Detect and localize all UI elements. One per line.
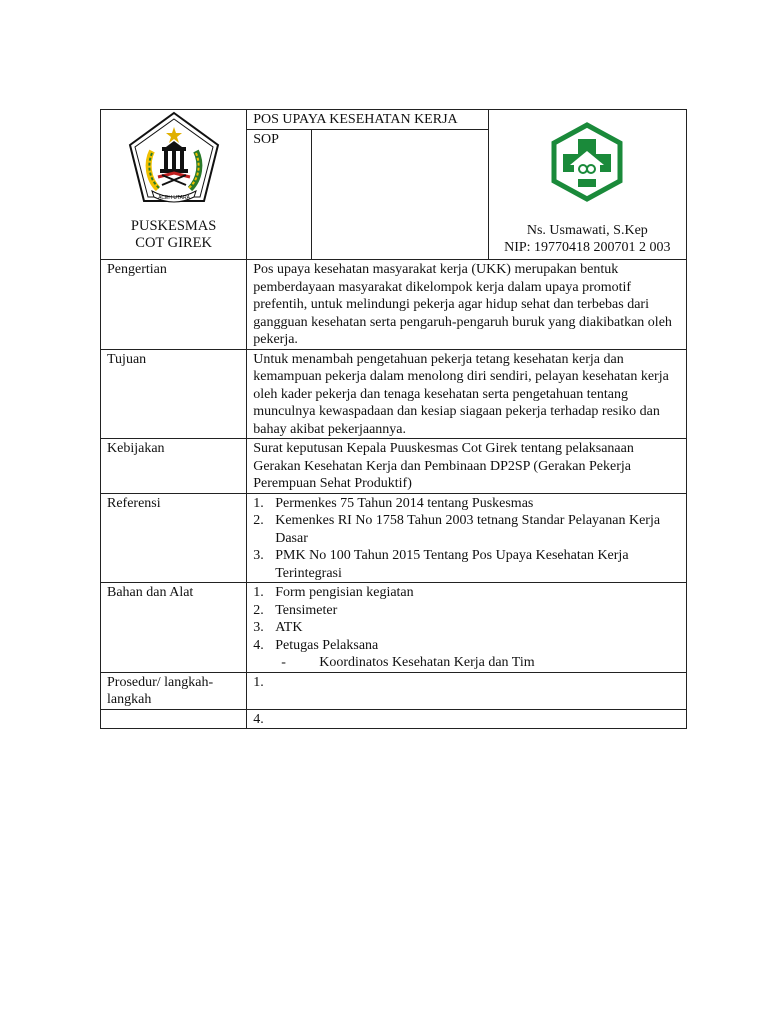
institution-line1: PUSKESMAS [130, 218, 217, 234]
sop-document [100, 109, 687, 729]
blank-cell [312, 129, 488, 259]
signatory-nip: NIP: 19770418 200701 2 003 [504, 240, 671, 255]
institution-name [101, 218, 246, 252]
text-kebijakan: Surat keputusan Kepala Puuskesmas Cot Girek tentang pelaksanaan Gerakan Kesehatan Kerja dan Pembinaan DP2SP (Gerakan Pekerja Perempuan Sehat Produktif) [247, 439, 687, 494]
aceh-utara-crest-icon [122, 111, 226, 215]
list-item: 4. Petugas Pelaksana [253, 637, 379, 653]
sub-dash: - [281, 655, 286, 670]
list-item: 3. PMK No 100 Tahun 2015 Tentang Pos Upaya Kesehatan Kerja Terintegrasi [253, 548, 629, 581]
sub-item-text: Koordinatos Kesehatan Kerja dan Tim [319, 655, 535, 670]
text-tujuan: Untuk menambah pengetahuan pekerja tetang kesehatan kerja dan kemampuan pekerja dalam menolong diri sendiri, pelayan kesehatan kerja oleh kader pekerja dan tenaga kesehatan serta pengetahuan tentang munculnya kewaspadaan dan kesiap siagaan pekerja terhadap resiko dan bahay akibat pekerjaannya. [247, 349, 687, 439]
bahan-sub-item [253, 654, 680, 672]
document-title: POS UPAYA KESEHATAN KERJA [247, 110, 488, 130]
prosedur-label-blank [101, 709, 247, 729]
label-kebijakan: Kebijakan [101, 439, 247, 494]
referensi-list-cell [247, 493, 687, 583]
row-pengertian [101, 260, 687, 350]
signatory-name: Ns. Usmawati, S.Kep [526, 223, 648, 238]
signature-cell [488, 110, 686, 260]
label-tujuan: Tujuan [101, 349, 247, 439]
prosedur-step-4: 4. [247, 709, 687, 729]
list-item: 2. Tensimeter [253, 602, 338, 618]
doc-type: SOP [247, 129, 312, 259]
label-pengertian: Pengertian [101, 260, 247, 350]
row-referensi [101, 493, 687, 583]
bahan-list-cell [247, 583, 687, 673]
sop-table [100, 109, 687, 729]
puskesmas-logo-icon [548, 121, 626, 203]
institution-cell [101, 110, 247, 260]
list-item: 3. ATK [253, 620, 303, 635]
row-prosedur-cont [101, 709, 687, 729]
crest-text: ACEH UTARA [157, 195, 190, 201]
list-item: 1. Form pengisian kegiatan [253, 585, 414, 600]
prosedur-step-1: 1. [247, 672, 687, 709]
row-tujuan [101, 349, 687, 439]
bahan-list [253, 584, 680, 654]
row-prosedur [101, 672, 687, 709]
list-item: 1. Permenkes 75 Tahun 2014 tentang Puskesmas [253, 495, 534, 511]
list-item: 2. Kemenkes RI No 1758 Tahun 2003 tetnang Standar Pelayanan Kerja Dasar [253, 513, 661, 546]
referensi-list [253, 495, 680, 583]
label-prosedur: Prosedur/ langkah-langkah [101, 672, 247, 709]
label-referensi: Referensi [101, 493, 247, 583]
row-bahan [101, 583, 687, 673]
institution-line2: COT GIREK [135, 235, 212, 251]
text-pengertian: Pos upaya kesehatan masyarakat kerja (UKK) merupakan bentuk pemberdayaan masyarakat dikelompok kerja dalam upaya promotif prefentih, untuk melindungi pekerja agar hidup sehat dan terbebas dari gangguan kesehatan serta pengaruh-pengaruh buruk yang diakibatkan oleh pekerja. [247, 260, 687, 350]
signatory-block [489, 222, 686, 256]
row-kebijakan [101, 439, 687, 494]
label-bahan: Bahan dan Alat [101, 583, 247, 673]
